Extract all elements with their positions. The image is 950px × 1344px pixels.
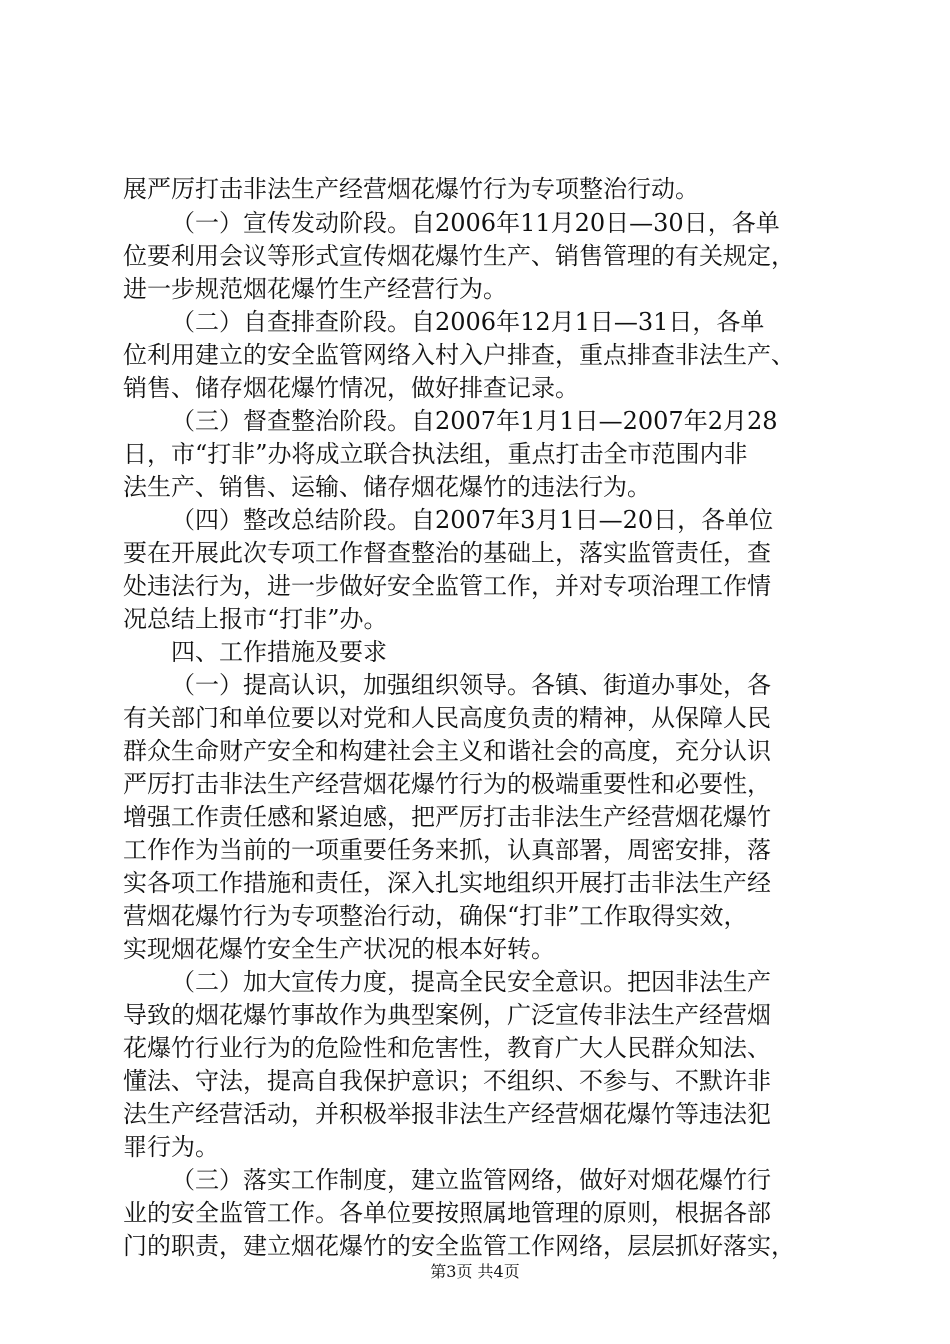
body-line: 位要利用会议等形式宣传烟花爆竹生产、销售管理的有关规定， bbox=[123, 242, 795, 270]
body-line: 要在开展此次专项工作督查整治的基础上，落实监管责任，查 bbox=[123, 539, 771, 567]
body-line: 日，市“打非”办将成立联合执法组，重点打击全市范围内非 bbox=[123, 440, 748, 468]
body-line: 有关部门和单位要以对党和人民高度负责的精神，从保障人民 bbox=[123, 704, 771, 732]
section-heading: 四、工作措施及要求 bbox=[171, 638, 387, 666]
body-line: 花爆竹行业行为的危险性和危害性，教育广大人民群众知法、 bbox=[123, 1034, 771, 1062]
page-number-footer: 第3页 共4页 bbox=[430, 1262, 520, 1281]
body-line: 实现烟花爆竹安全生产状况的根本好转。 bbox=[123, 935, 555, 963]
body-line: 群众生命财产安全和构建社会主义和谐社会的高度，充分认识 bbox=[123, 737, 771, 765]
body-line: 法生产经营活动，并积极举报非法生产经营烟花爆竹等违法犯 bbox=[123, 1100, 771, 1128]
body-line: 况总结上报市“打非”办。 bbox=[123, 605, 388, 633]
body-line: 业的安全监管工作。各单位要按照属地管理的原则，根据各部 bbox=[123, 1199, 771, 1227]
paragraph-publicity-stage: （一）宣传发动阶段。自2006年11月20日—30日，各单 bbox=[171, 209, 780, 237]
paragraph-rectification-stage: （四）整改总结阶段。自2007年3月1日—20日，各单位 bbox=[171, 506, 774, 534]
body-line: 实各项工作措施和责任，深入扎实地组织开展打击非法生产经 bbox=[123, 869, 771, 897]
body-line: 销售、储存烟花爆竹情况，做好排查记录。 bbox=[123, 374, 579, 402]
paragraph-self-inspection-stage: （二）自查排查阶段。自2006年12月1日—31日，各单 bbox=[171, 308, 765, 336]
body-line-continuation: 展严厉打击非法生产经营烟花爆竹行为专项整治行动。 bbox=[123, 175, 699, 203]
body-line: 严厉打击非法生产经营烟花爆竹行为的极端重要性和必要性， bbox=[123, 770, 771, 798]
body-line: 门的职责，建立烟花爆竹的安全监管工作网络，层层抓好落实， bbox=[123, 1232, 795, 1260]
paragraph-publicity-efforts: （二）加大宣传力度，提高全民安全意识。把因非法生产 bbox=[171, 968, 771, 996]
body-line: 进一步规范烟花爆竹生产经营行为。 bbox=[123, 275, 507, 303]
paragraph-supervision-stage: （三）督查整治阶段。自2007年1月1日—2007年2月28 bbox=[171, 407, 778, 435]
body-line: 处违法行为，进一步做好安全监管工作，并对专项治理工作情 bbox=[123, 572, 771, 600]
body-line: 导致的烟花爆竹事故作为典型案例，广泛宣传非法生产经营烟 bbox=[123, 1001, 771, 1029]
body-line: 懂法、守法，提高自我保护意识；不组织、不参与、不默许非 bbox=[123, 1067, 771, 1095]
body-line: 增强工作责任感和紧迫感，把严厉打击非法生产经营烟花爆竹 bbox=[123, 803, 771, 831]
paragraph-work-system: （三）落实工作制度，建立监管网络，做好对烟花爆竹行 bbox=[171, 1166, 771, 1194]
body-line: 位利用建立的安全监管网络入村入户排查，重点排查非法生产、 bbox=[123, 341, 795, 369]
paragraph-awareness: （一）提高认识，加强组织领导。各镇、街道办事处，各 bbox=[171, 671, 771, 699]
body-line: 营烟花爆竹行为专项整治行动，确保“打非”工作取得实效， bbox=[123, 902, 748, 930]
body-line: 罪行为。 bbox=[123, 1133, 219, 1161]
body-line: 工作作为当前的一项重要任务来抓，认真部署，周密安排，落 bbox=[123, 836, 771, 864]
body-line: 法生产、销售、运输、储存烟花爆竹的违法行为。 bbox=[123, 473, 651, 501]
